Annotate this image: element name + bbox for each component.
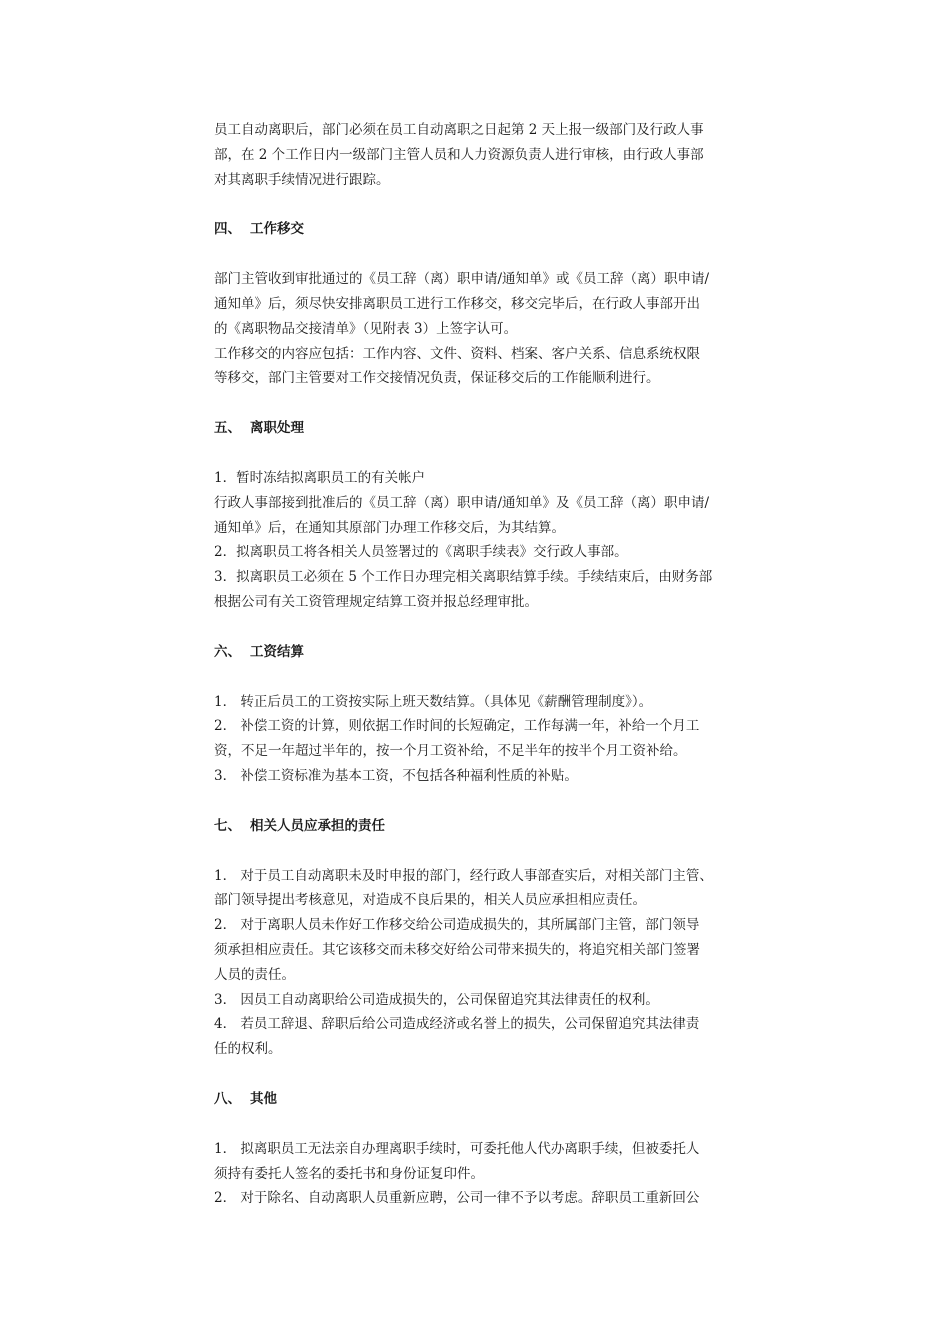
text-line: 员工自动离职后，部门必须在员工自动离职之日起第 2 天上报一级部门及行政人事	[214, 122, 704, 138]
section-4-body	[214, 267, 744, 391]
section-title: 工资结算	[250, 643, 304, 660]
text-line: 的《离职物品交接清单》（见附表 3）上签字认可。	[214, 320, 518, 337]
section-heading-4	[214, 217, 744, 242]
text-line: 任的权利。	[214, 1041, 282, 1058]
text-line: 对其离职手续情况进行跟踪。	[214, 171, 390, 188]
text-line: 部门主管收到审批通过的《员工辞（离）职申请/通知单》或《员工辞（离）职申请/	[214, 271, 710, 288]
section-number: 四、	[214, 221, 241, 238]
text-line: 须承担相应责任。其它该移交而未移交好给公司带来损失的，将追究相关部门签署	[214, 941, 700, 958]
section-8-body	[214, 1137, 744, 1211]
section-title: 工作移交	[250, 221, 304, 238]
text-line: 3．拟离职员工必须在 5 个工作日办理完相关离职结算手续。手续结束后，由财务部	[214, 569, 713, 586]
document-page	[214, 118, 744, 1211]
text-line: 根据公司有关工资管理规定结算工资并报总经理审批。	[214, 593, 538, 610]
section-number: 八、	[214, 1090, 241, 1107]
text-line: 1．暂时冻结拟离职员工的有关帐户	[214, 469, 426, 486]
section-title: 其他	[250, 1090, 277, 1107]
section-6-body	[214, 690, 744, 789]
text-line: 部，在 2 个工作日内一级部门主管人员和人力资源负责人进行审核，由行政人事部	[214, 146, 704, 163]
text-line: 工作移交的内容应包括：工作内容、文件、资料、档案、客户关系、信息系统权限	[214, 345, 700, 362]
text-line: 1． 拟离职员工无法亲自办理离职手续时，可委托他人代办离职手续，但被委托人	[214, 1140, 700, 1157]
text-line: 3． 补偿工资标准为基本工资，不包括各种福利性质的补贴。	[214, 767, 578, 784]
section-title: 相关人员应承担的责任	[250, 817, 385, 834]
text-line: 3． 因员工自动离职给公司造成损失的，公司保留追究其法律责任的权利。	[214, 991, 659, 1008]
text-line: 2． 补偿工资的计算，则依据工作时间的长短确定，工作每满一年，补给一个月工	[214, 718, 700, 735]
text-line: 资，不足一年超过半年的，按一个月工资补给，不足半年的按半个月工资补给。	[214, 743, 687, 760]
section-title: 离职处理	[250, 420, 304, 437]
text-line: 部门领导提出考核意见，对造成不良后果的，相关人员应承担相应责任。	[214, 892, 646, 909]
text-line: 行政人事部接到批准后的《员工辞（离）职申请/通知单》及《员工辞（离）职申请/	[214, 494, 710, 511]
text-line: 通知单》后，在通知其原部门办理工作移交后，为其结算。	[214, 519, 565, 536]
intro-paragraph	[214, 118, 744, 192]
text-line: 1． 转正后员工的工资按实际上班天数结算。（具体见《薪酬管理制度》）。	[214, 693, 653, 710]
section-5-body	[214, 466, 744, 615]
text-line: 通知单》后，须尽快安排离职员工进行工作移交，移交完毕后，在行政人事部开出	[214, 295, 700, 312]
section-number: 六、	[214, 643, 241, 660]
section-number: 七、	[214, 817, 241, 834]
section-7-body	[214, 864, 744, 1062]
section-heading-5	[214, 416, 744, 441]
text-line: 1． 对于员工自动离职未及时申报的部门，经行政人事部查实后，对相关部门主管、	[214, 867, 713, 884]
section-heading-7	[214, 814, 744, 839]
section-heading-6	[214, 640, 744, 665]
section-heading-8	[214, 1087, 744, 1112]
text-line: 须持有委托人签名的委托书和身份证复印件。	[214, 1165, 484, 1182]
section-number: 五、	[214, 420, 241, 437]
text-line: 4． 若员工辞退、辞职后给公司造成经济或名誉上的损失，公司保留追究其法律责	[214, 1016, 700, 1033]
text-line: 等移交，部门主管要对工作交接情况负责，保证移交后的工作能顺利进行。	[214, 370, 660, 387]
text-line: 2．拟离职员工将各相关人员签署过的《离职手续表》交行政人事部。	[214, 544, 628, 561]
text-line: 人员的责任。	[214, 966, 295, 983]
text-line: 2． 对于除名、自动离职人员重新应聘，公司一律不予以考虑。辞职员工重新回公	[214, 1190, 700, 1207]
text-line: 2． 对于离职人员未作好工作移交给公司造成损失的，其所属部门主管，部门领导	[214, 917, 700, 934]
